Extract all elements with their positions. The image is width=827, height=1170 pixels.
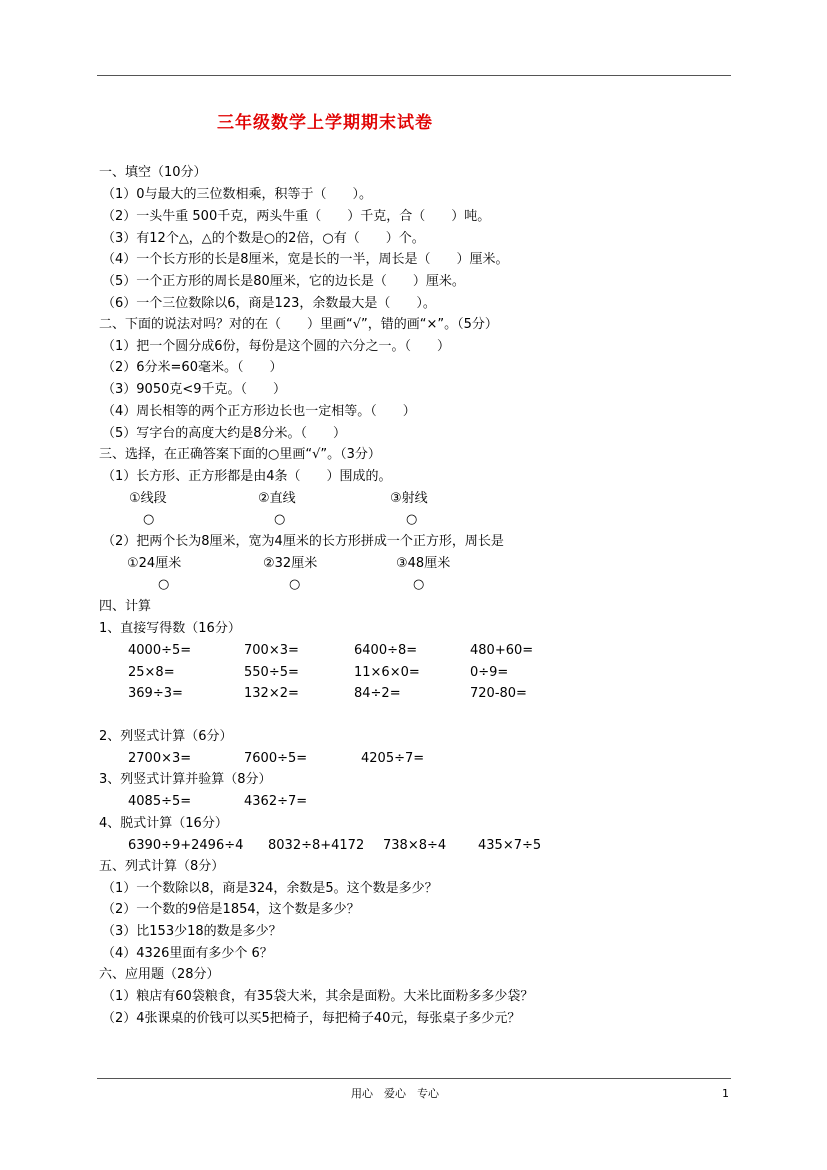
calc-item: 480+60=	[470, 643, 534, 658]
s3-q2-option: ③48厘米	[396, 556, 451, 571]
s3-question-1: （1）长方形、正方形都是由4条（ ）围成的。	[102, 469, 392, 484]
section-5-heading: 五、列式计算（8分）	[99, 859, 225, 874]
s2-item: （2）6分米=60毫米。（ ）	[102, 360, 283, 375]
s1-item: （4）一个长方形的长是8厘米，宽是长的一半，周长是（ ）厘米。	[102, 252, 509, 267]
calc-item: 435×7÷5	[478, 838, 542, 853]
answer-circle[interactable]: ○	[143, 512, 155, 527]
section-4-heading: 四、计算	[99, 599, 152, 614]
calc-item: 11×6×0=	[354, 665, 420, 680]
s1-item: （6）一个三位数除以6，商是123，余数最大是（ ）。	[102, 296, 436, 311]
answer-circle[interactable]: ○	[274, 512, 286, 527]
answer-circle[interactable]: ○	[406, 512, 418, 527]
calc-item: 7600÷5=	[244, 751, 308, 766]
answer-circle[interactable]: ○	[289, 577, 301, 592]
s5-item: （4）4326里面有多少个 6？	[102, 946, 273, 961]
s1-item: （2）一头牛重 500千克，两头牛重（ ）千克，合（ ）吨。	[102, 209, 491, 224]
calc-item: 4085÷5=	[128, 794, 192, 809]
s2-item: （4）周长相等的两个正方形边长也一定相等。（ ）	[102, 404, 416, 419]
s5-item: （3）比153少18的数是多少？	[102, 924, 282, 939]
s2-item: （1）把一个圆分成6份，每份是这个圆的六分之一。（ ）	[102, 339, 451, 354]
s1-item: （1）0与最大的三位数相乘，积等于（ ）。	[102, 187, 373, 202]
calc-item: 6400÷8=	[354, 643, 418, 658]
calc-item: 4205÷7=	[361, 751, 425, 766]
s4-part-4-heading: 4、脱式计算（16分）	[99, 816, 228, 831]
calc-item: 0÷9=	[470, 665, 509, 680]
s3-q2-option: ②32厘米	[263, 556, 318, 571]
s3-q1-option: ②直线	[258, 491, 296, 506]
section-1-heading: 一、填空（10分）	[99, 165, 207, 180]
calc-item: 369÷3=	[128, 686, 183, 701]
calc-item: 738×8÷4	[383, 838, 447, 853]
calc-item: 132×2=	[244, 686, 299, 701]
calc-item: 2700×3=	[128, 751, 192, 766]
s1-item: （5）一个正方形的周长是80厘米，它的边长是（ ）厘米。	[102, 274, 465, 289]
calc-item: 6390÷9+2496÷4	[128, 838, 244, 853]
s4-part-1-heading: 1、直接写得数（16分）	[99, 621, 241, 636]
answer-circle[interactable]: ○	[158, 577, 170, 592]
calc-item: 4000÷5=	[128, 643, 192, 658]
footer-rule	[97, 1078, 731, 1079]
s1-item: （3）有12个△，△的个数是○的2倍，○有（ ）个。	[102, 231, 425, 246]
header-rule	[97, 75, 731, 76]
s6-item: （1）粮店有60袋粮食，有35袋大米，其余是面粉。大米比面粉多多少袋？	[102, 989, 534, 1004]
calc-item: 700×3=	[244, 643, 299, 658]
calc-item: 720-80=	[470, 686, 527, 701]
s5-item: （1）一个数除以8，商是324，余数是5。这个数是多少？	[102, 881, 438, 896]
calc-item: 84÷2=	[354, 686, 401, 701]
page-number: 1	[722, 1087, 729, 1100]
footer-motto: 用心 爱心 专心	[351, 1087, 439, 1100]
s3-q1-option: ③射线	[390, 491, 428, 506]
s3-question-2: （2）把两个长为8厘米，宽为4厘米的长方形拼成一个正方形，周长是	[102, 534, 504, 549]
s6-item: （2）4张课桌的价钱可以买5把椅子，每把椅子40元，每张桌子多少元？	[102, 1011, 521, 1026]
s5-item: （2）一个数的9倍是1854，这个数是多少？	[102, 902, 360, 917]
section-3-heading: 三、选择，在正确答案下面的○里画“√”。（3分）	[99, 447, 381, 462]
calc-item: 25×8=	[128, 665, 175, 680]
answer-circle[interactable]: ○	[413, 577, 425, 592]
page-title: 三年级数学上学期期末试卷	[217, 113, 433, 133]
calc-item: 4362÷7=	[244, 794, 308, 809]
calc-item: 550÷5=	[244, 665, 299, 680]
s2-item: （5）写字台的高度大约是8分米。（ ）	[102, 426, 347, 441]
s3-q2-option: ①24厘米	[127, 556, 182, 571]
s4-part-2-heading: 2、列竖式计算（6分）	[99, 729, 233, 744]
s4-part-3-heading: 3、列竖式计算并验算（8分）	[99, 772, 272, 787]
calc-item: 8032÷8+4172	[268, 838, 365, 853]
section-2-heading: 二、下面的说法对吗？对的在（ ）里画“√”，错的画“×”。（5分）	[99, 317, 498, 332]
s2-item: （3）9050克<9千克。（ ）	[102, 382, 287, 397]
s3-q1-option: ①线段	[129, 491, 167, 506]
section-6-heading: 六、应用题（28分）	[99, 967, 220, 982]
